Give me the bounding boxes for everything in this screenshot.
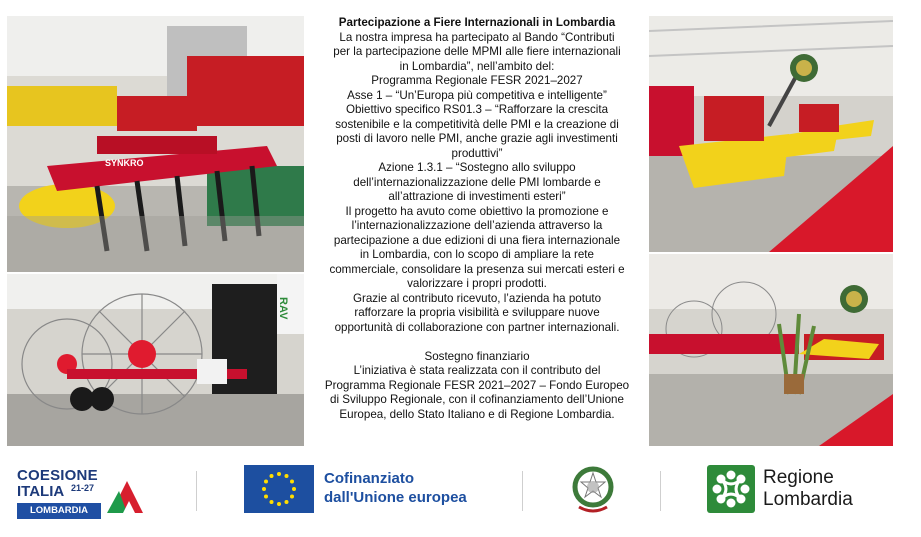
- article-line: Obiettivo specifico RS01.3 – “Rafforzare la crescita: [345, 103, 609, 116]
- article-line: in Lombardia, con lo scopo di ampliare la rete: [360, 248, 594, 261]
- logo-separator: [522, 471, 523, 511]
- article-text: [318, 16, 636, 422]
- funding-line: Europea, dello Stato Italiano e di Regione Lombardia.: [339, 407, 615, 421]
- article-line: in Lombardia”, nell’ambito del:: [399, 59, 555, 73]
- coesione-italia-mark-icon: [105, 473, 149, 519]
- article-line: per la partecipazione delle MPMI alle fiere internazionali: [333, 45, 621, 58]
- article-line: posti di lavoro nelle PMI, anche grazie agli investimenti: [336, 132, 618, 145]
- coesione-years: 21-27: [71, 483, 95, 493]
- coesione-line1: COESIONE: [17, 467, 98, 484]
- coesione-line2: ITALIA: [17, 483, 65, 500]
- funding-line: Programma Regionale FESR 2021–2027 – Fondo Europeo: [324, 378, 630, 392]
- article-line: partecipazione a due edizioni di una fiera internazionale: [333, 233, 621, 247]
- article-line: Programma Regionale FESR 2021–2027: [371, 74, 583, 87]
- article-line: produttivi”: [451, 146, 503, 160]
- article-line: commerciale, consolidare la presenza sui mercati esteri e: [329, 262, 625, 276]
- article-line: valorizzare i propri prodotti.: [407, 277, 547, 290]
- logo-separator: [196, 471, 197, 511]
- photo-stubble-cultivator: [7, 16, 304, 272]
- regione-lombardia-rosa-camuna-icon: [707, 465, 755, 513]
- eu-flag-icon: [244, 465, 314, 513]
- article-line: La nostra impresa ha partecipato al Bando “Contributi: [339, 30, 615, 44]
- eu-line2: dall'Unione europea: [324, 489, 467, 506]
- article-line: l’internazionalizzazione dell’azienda attraverso la: [351, 219, 603, 232]
- paragraph-gap: [318, 335, 636, 350]
- article-line: rafforzare la propria visibilità e sviluppare nuove: [354, 306, 600, 319]
- article-line: sostenibile e la competitività delle PMI e la creazione di: [335, 117, 619, 131]
- photo-rotary-rake: [7, 274, 304, 446]
- article-line: all’attrazione di investimenti esteri”: [388, 190, 566, 203]
- article-line: Il progetto ha avuto come obiettivo la promozione e: [345, 204, 609, 218]
- article-line: Azione 1.3.1 – “Sostegno allo sviluppo: [378, 161, 576, 174]
- eu-line1: Cofinanziato: [324, 470, 414, 487]
- regione-lombardia-text: [763, 467, 853, 511]
- logos-strip: [0, 455, 921, 525]
- stubble-machine-label: SYNKRO: [105, 158, 144, 168]
- funding-line: di Sviluppo Regionale, con il cofinanziamento dell’Unione: [330, 393, 624, 406]
- funding-line: L’iniziativa è stata realizzata con il contributo del: [353, 364, 601, 377]
- regione-line2: Lombardia: [763, 489, 853, 510]
- regione-line1: Regione: [763, 467, 834, 488]
- logo-separator: [660, 471, 661, 511]
- photo-stand-rakes: [649, 254, 893, 446]
- article-line: Grazie al contributo ricevuto, l’azienda ha potuto: [352, 291, 602, 305]
- article-line: dell’internazionalizzazione delle PMI lombarde e: [353, 175, 601, 189]
- article-title: Partecipazione a Fiere Internazionali in Lombardia: [338, 16, 616, 29]
- eu-cofinanced-text: [324, 469, 467, 507]
- coesione-italia-logo: [17, 463, 147, 519]
- article-line: opportunità di collaborazione con partner internazionali.: [334, 320, 620, 334]
- rake-banner-text: RAV: [277, 297, 289, 320]
- funding-heading: Sostegno finanziario: [424, 349, 530, 363]
- italian-republic-emblem-icon: [571, 463, 615, 515]
- article-line: Asse 1 – “Un’Europa più competitiva e intelligente”: [347, 88, 607, 102]
- photo-stand-mowers: [649, 16, 893, 252]
- coesione-region: LOMBARDIA: [17, 503, 101, 519]
